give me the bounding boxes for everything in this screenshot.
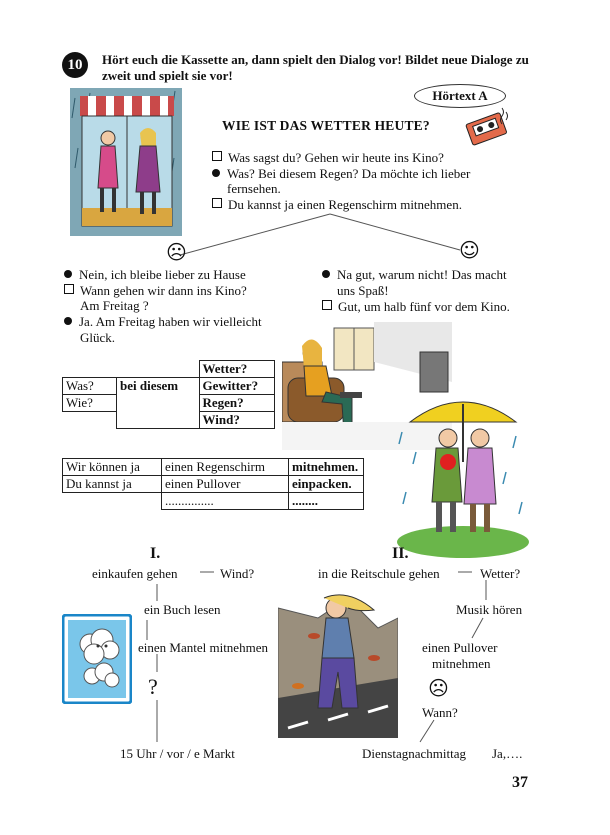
table-cell: Du kannst ja	[63, 476, 162, 493]
wind-icon	[62, 614, 132, 704]
section-1-bottom: 15 Uhr / vor / e Markt	[120, 746, 235, 761]
table-cell: einen Regenschirm	[162, 459, 289, 476]
windy-girl-illustration	[278, 588, 398, 738]
section-2-item-1: Musik hören	[456, 602, 523, 617]
table-cell: Gewitter?	[199, 378, 274, 395]
sad-face-icon: ☹	[428, 676, 449, 700]
dialog-line-3: Du kannst ja einen Regenschirm mitnehmen.	[212, 197, 462, 213]
checkbox-icon	[322, 300, 332, 310]
dialog-line-1: Was sagst du? Gehen wir heute ins Kino?	[212, 150, 444, 166]
right-branch-line-1: Na gut, warum nicht! Das macht	[322, 267, 507, 283]
right-branch-line-2: Gut, um halb fünf vor dem Kino.	[322, 299, 510, 315]
left-branch-line-3-cont: Glück.	[80, 330, 116, 345]
happy-face-icon: ☺	[459, 238, 480, 262]
section-2-heading: II.	[392, 545, 409, 562]
table-cell: Regen?	[199, 395, 274, 412]
table-cell: Wind?	[199, 412, 274, 429]
table-cell: einen Pullover	[162, 476, 289, 493]
table-cell: Was?	[63, 378, 117, 395]
hoertext-label: Hörtext A	[414, 84, 506, 108]
section-1-heading: I.	[150, 545, 161, 562]
section-2-top-left: in die Reitschule gehen	[318, 566, 440, 581]
dialog-title: WIE IST DAS WETTER HEUTE?	[222, 118, 430, 133]
section-1-top-right: Wind?	[220, 566, 255, 581]
right-branch-line-1-cont: uns Spaß!	[337, 283, 389, 298]
section-2-item-2-cont: mitnehmen	[432, 656, 491, 671]
table-cell: ...............	[162, 493, 289, 510]
section-1-question: ?	[148, 674, 158, 699]
exercise-instruction: Hört euch die Kassette an, dann spielt den Dialog vor! Bildet neue Dialoge zu zweit und spielt sie vor!	[102, 52, 529, 83]
checkbox-icon	[64, 284, 74, 294]
left-branch-line-1: Nein, ich bleibe lieber zu Hause	[64, 267, 246, 283]
bullet-icon	[64, 270, 72, 278]
table-cell: bei diesem	[117, 378, 200, 429]
table-cell: ........	[289, 493, 364, 510]
section-1-top-left: einkaufen gehen	[92, 566, 178, 581]
umbrella-couple-illustration	[396, 392, 530, 558]
section-2-item-2: einen Pullover	[422, 640, 498, 655]
section-2-bottom-left: Dienstagnachmittag	[362, 746, 466, 761]
dialog-line-2-cont: fernsehen.	[227, 181, 281, 196]
section-1-item-2: einen Mantel mitnehmen	[138, 640, 268, 655]
dialog-line-2: Was? Bei diesem Regen? Da möchte ich lieber	[212, 166, 470, 182]
section-1-item-1: ein Buch lesen	[144, 602, 221, 617]
left-branch-line-2-cont: Am Freitag ?	[80, 298, 149, 313]
table-cell: Wie?	[63, 395, 117, 412]
sad-face-icon: ☹	[166, 240, 187, 264]
section-2-bottom-right: Ja,….	[492, 746, 523, 761]
bullet-icon	[322, 270, 330, 278]
table-cell: einpacken.	[289, 476, 364, 493]
section-2-top-right: Wetter?	[480, 566, 521, 581]
page-number: 37	[512, 774, 528, 791]
exercise-number: 10	[62, 52, 88, 78]
table-cell: Wir können ja	[63, 459, 162, 476]
left-branch-line-3: Ja. Am Freitag haben wir vielleicht	[64, 314, 262, 330]
table-cell: Wetter?	[199, 361, 274, 378]
section-2-wann: Wann?	[422, 705, 458, 720]
table-cell: mitnehmen.	[289, 459, 364, 476]
sentence-table	[62, 458, 364, 510]
bullet-icon	[64, 317, 72, 325]
left-branch-line-2: Wann gehen wir dann ins Kino?	[64, 283, 247, 299]
question-table	[62, 360, 275, 429]
